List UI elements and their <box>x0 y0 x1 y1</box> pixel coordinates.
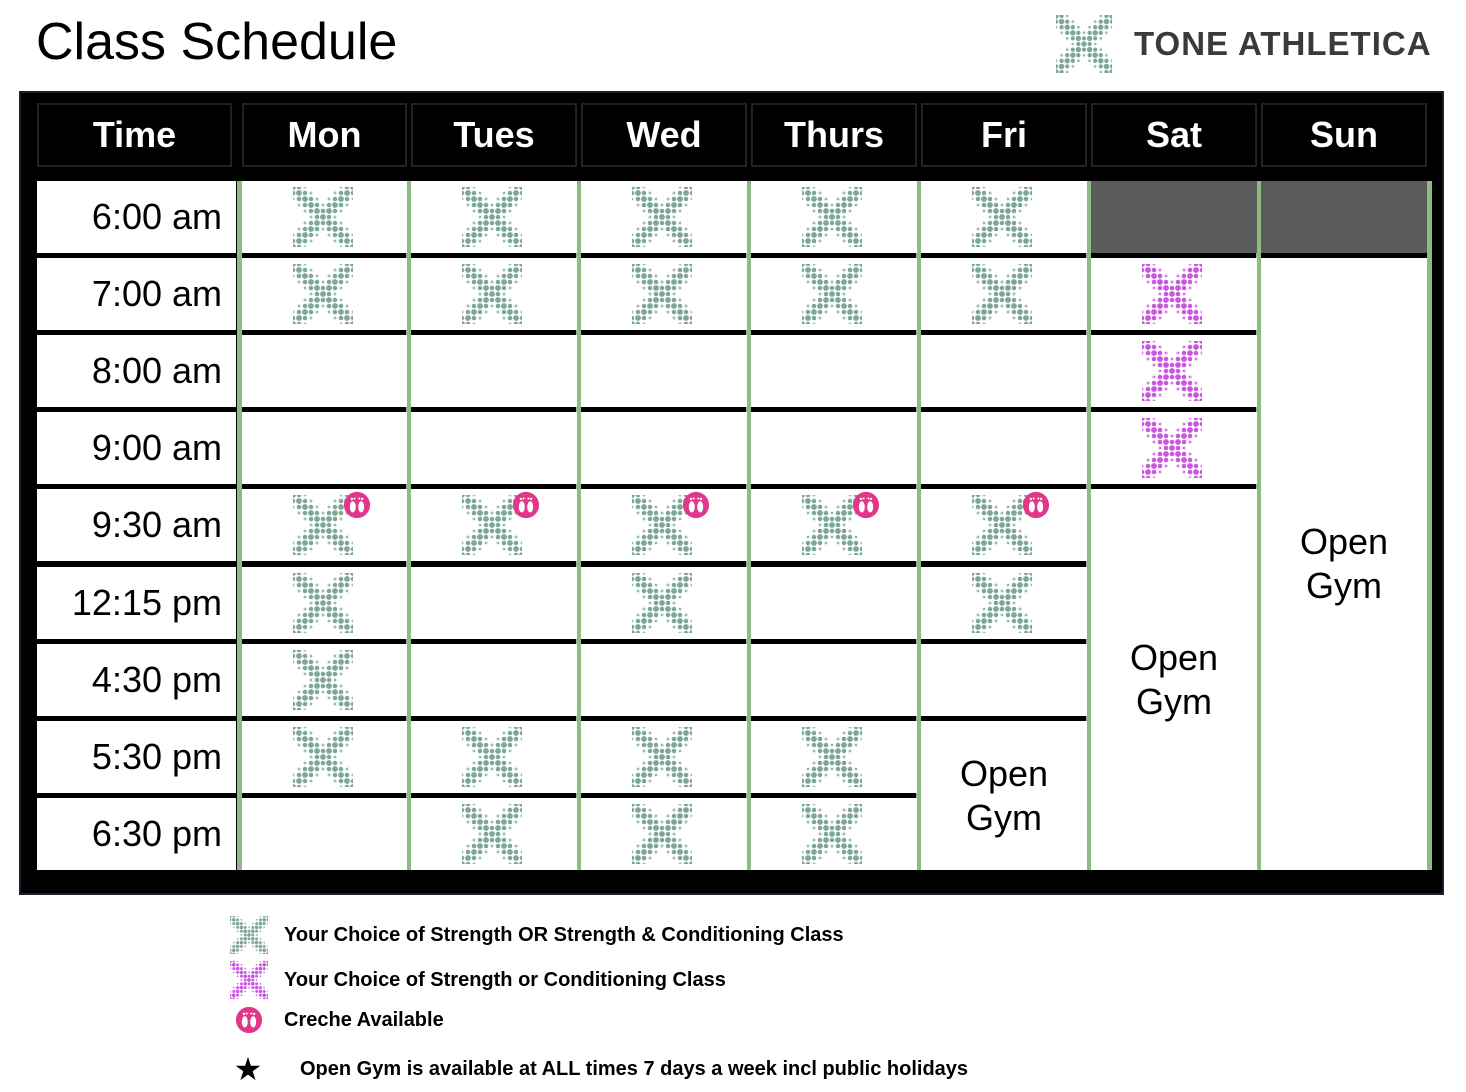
green-cross-icon <box>632 573 692 633</box>
schedule-cell <box>581 335 747 407</box>
green-cross-icon <box>972 573 1032 633</box>
schedule-cell <box>751 412 917 484</box>
green-cross-icon <box>802 264 862 324</box>
open-gym-line: Open <box>959 752 1049 794</box>
schedule-table <box>19 91 1444 895</box>
schedule-cell <box>581 644 747 716</box>
baby-feet-icon-wrap <box>230 1006 268 1034</box>
legend-item <box>230 961 726 999</box>
purple-cross-icon <box>1142 418 1202 478</box>
open-gym-cell <box>921 721 1087 870</box>
legend-item <box>230 1053 968 1085</box>
baby-feet-icon <box>682 491 710 519</box>
green-cross-mark <box>802 187 862 252</box>
time-label: 6:30 pm <box>37 798 236 870</box>
green-cross-icon <box>230 916 268 954</box>
green-cross-mark <box>293 727 353 792</box>
green-cross-mark <box>293 187 353 252</box>
creche-mark <box>343 491 371 524</box>
green-cross-mark <box>462 727 522 792</box>
header-fri: Fri <box>921 103 1087 167</box>
baby-feet-icon <box>235 1006 263 1034</box>
baby-feet-icon <box>512 491 540 519</box>
green-cross-mark <box>293 264 353 329</box>
time-label: 9:00 am <box>37 412 236 484</box>
closed-cell <box>1091 181 1257 253</box>
column-divider <box>1427 181 1432 870</box>
legend-text: Creche Available <box>284 1008 444 1031</box>
legend-item <box>230 1006 444 1034</box>
schedule-cell <box>411 644 577 716</box>
green-cross-mark <box>462 804 522 869</box>
brand-logo-icon <box>1056 15 1112 73</box>
open-gym-label <box>1300 520 1388 608</box>
closed-cell <box>1261 181 1427 253</box>
open-gym-line: Gym <box>1135 680 1212 722</box>
open-gym-line: Gym <box>965 796 1042 838</box>
schedule-cell <box>751 335 917 407</box>
purple-cross-mark <box>1142 264 1202 329</box>
green-cross-mark <box>462 264 522 329</box>
baby-feet-icon <box>343 491 371 519</box>
green-cross-icon <box>462 804 522 864</box>
green-cross-mark <box>632 804 692 869</box>
time-label: 6:00 am <box>37 181 236 253</box>
baby-feet-icon <box>852 491 880 519</box>
purple-cross-icon <box>1142 341 1202 401</box>
green-cross-icon <box>293 187 353 247</box>
schedule-cell <box>242 335 407 407</box>
time-label: 7:00 am <box>37 258 236 330</box>
schedule-cell <box>921 644 1087 716</box>
green-cross-mark <box>632 187 692 252</box>
schedule-cell <box>751 644 917 716</box>
green-cross-icon <box>802 804 862 864</box>
green-cross-icon <box>632 264 692 324</box>
schedule-cell <box>411 412 577 484</box>
green-cross-mark <box>972 573 1032 638</box>
brand <box>1056 14 1432 74</box>
creche-mark <box>852 491 880 524</box>
legend-text: Your Choice of Strength OR Strength & Conditioning Class <box>284 923 844 946</box>
header-tues: Tues <box>411 103 577 167</box>
schedule-cell <box>921 335 1087 407</box>
open-gym-cell <box>1261 258 1427 870</box>
star-icon: ★ <box>233 1051 263 1087</box>
purple-cross-mark <box>1142 418 1202 483</box>
open-gym-cell <box>1091 489 1257 870</box>
header-sat: Sat <box>1091 103 1257 167</box>
header-thurs: Thurs <box>751 103 917 167</box>
legend-text: Your Choice of Strength or Conditioning Class <box>284 968 726 991</box>
green-cross-mark <box>462 187 522 252</box>
green-cross-mark <box>632 264 692 329</box>
green-cross-icon <box>632 727 692 787</box>
green-cross-mark <box>972 264 1032 329</box>
schedule-cell <box>411 567 577 639</box>
green-cross-mark <box>632 573 692 638</box>
green-cross-icon <box>462 264 522 324</box>
legend-text: Open Gym is available at ALL times 7 days a week incl public holidays <box>300 1057 969 1080</box>
purple-cross-icon <box>1142 264 1202 324</box>
open-gym-label <box>1130 636 1218 724</box>
green-cross-icon <box>972 187 1032 247</box>
green-cross-mark <box>802 264 862 329</box>
creche-mark <box>512 491 540 524</box>
open-gym-line: Open <box>1129 636 1219 678</box>
time-label: 12:15 pm <box>37 567 236 639</box>
time-label: 5:30 pm <box>37 721 236 793</box>
schedule-cell <box>581 412 747 484</box>
header-mon: Mon <box>242 103 407 167</box>
purple-cross-icon <box>230 961 268 999</box>
page-title: Class Schedule <box>36 13 398 71</box>
legend-item <box>230 916 844 954</box>
time-label: 4:30 pm <box>37 644 236 716</box>
green-cross-icon <box>293 727 353 787</box>
green-cross-icon <box>802 727 862 787</box>
green-cross-icon <box>293 264 353 324</box>
green-cross-icon <box>293 650 353 710</box>
creche-mark <box>1022 491 1050 524</box>
green-cross-mark <box>632 727 692 792</box>
schedule-cell <box>411 335 577 407</box>
schedule-cell <box>921 412 1087 484</box>
brand-name: TONE ATHLETICA <box>1134 25 1432 62</box>
green-cross-icon <box>632 187 692 247</box>
green-cross-icon <box>632 804 692 864</box>
green-cross-mark <box>802 727 862 792</box>
baby-feet-icon <box>1022 491 1050 519</box>
green-cross-icon <box>802 187 862 247</box>
creche-mark <box>682 491 710 524</box>
green-cross-icon <box>462 187 522 247</box>
header-time: Time <box>37 103 232 167</box>
green-cross-mark <box>802 804 862 869</box>
green-cross-icon <box>462 727 522 787</box>
green-cross-mark <box>293 650 353 715</box>
time-label: 8:00 am <box>37 335 236 407</box>
open-gym-label <box>960 752 1048 840</box>
time-label: 9:30 am <box>37 489 236 561</box>
header-sun: Sun <box>1261 103 1427 167</box>
green-cross-mark <box>972 187 1032 252</box>
schedule-cell <box>242 412 407 484</box>
header-wed: Wed <box>581 103 747 167</box>
schedule-cell <box>751 567 917 639</box>
purple-cross-mark <box>1142 341 1202 406</box>
open-gym-line: Open <box>1299 521 1389 562</box>
green-cross-icon <box>972 264 1032 324</box>
open-gym-line: Gym <box>1305 565 1382 606</box>
green-cross-icon <box>293 573 353 633</box>
schedule-cell <box>242 798 407 870</box>
green-cross-mark <box>293 573 353 638</box>
